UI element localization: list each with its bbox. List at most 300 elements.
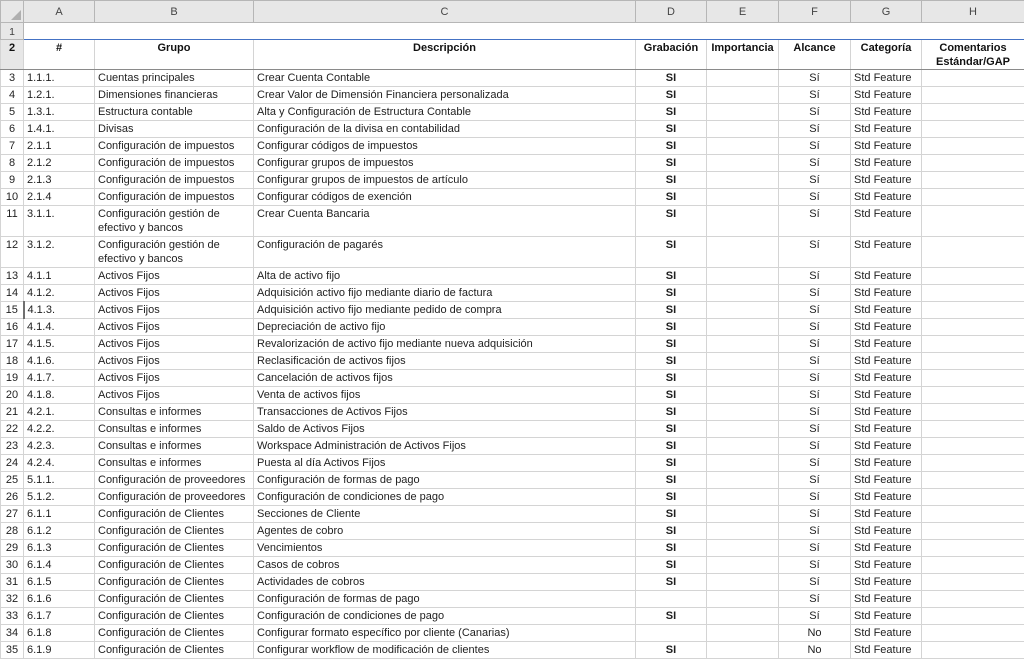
cell-D13[interactable]: SI (636, 268, 707, 285)
cell-B6[interactable]: Divisas (95, 121, 254, 138)
cell-E20[interactable] (707, 387, 779, 404)
cell-B24[interactable]: Consultas e informes (95, 455, 254, 472)
cell-D9[interactable]: SI (636, 172, 707, 189)
cell-A16[interactable]: 4.1.4. (24, 319, 95, 336)
cell-G5[interactable]: Std Feature (851, 104, 922, 121)
cell-E13[interactable] (707, 268, 779, 285)
cell-A22[interactable]: 4.2.2. (24, 421, 95, 438)
cell-F12[interactable]: Sí (779, 237, 851, 268)
cell-H16[interactable] (922, 319, 1024, 336)
cell-D35[interactable]: SI (636, 642, 707, 659)
cell-B35[interactable]: Configuración de Clientes (95, 642, 254, 659)
row-number-24[interactable]: 24 (1, 455, 24, 472)
cell-D23[interactable]: SI (636, 438, 707, 455)
row-number-15[interactable]: 15 (1, 302, 24, 319)
cell-B3[interactable]: Cuentas principales (95, 70, 254, 87)
cell-A26[interactable]: 5.1.2. (24, 489, 95, 506)
cell-B26[interactable]: Configuración de proveedores (95, 489, 254, 506)
cell-G31[interactable]: Std Feature (851, 574, 922, 591)
cell-E15[interactable] (707, 302, 779, 319)
cell-G15[interactable]: Std Feature (851, 302, 922, 319)
cell-H13[interactable] (922, 268, 1024, 285)
cell-F7[interactable]: Sí (779, 138, 851, 155)
cell-A6[interactable]: 1.4.1. (24, 121, 95, 138)
row-number-2[interactable]: 2 (1, 40, 24, 70)
cell-D20[interactable]: SI (636, 387, 707, 404)
cell-C21[interactable]: Transacciones de Activos Fijos (254, 404, 636, 421)
cell-E31[interactable] (707, 574, 779, 591)
cell-B32[interactable]: Configuración de Clientes (95, 591, 254, 608)
row-number-17[interactable]: 17 (1, 336, 24, 353)
row-number-18[interactable]: 18 (1, 353, 24, 370)
cell-H28[interactable] (922, 523, 1024, 540)
cell-C25[interactable]: Configuración de formas de pago (254, 472, 636, 489)
cell-F11[interactable]: Sí (779, 206, 851, 237)
header-num[interactable]: # (24, 40, 95, 70)
cell-D33[interactable]: SI (636, 608, 707, 625)
cell-B27[interactable]: Configuración de Clientes (95, 506, 254, 523)
cell-B11[interactable]: Configuración gestión de efectivo y bancos (95, 206, 254, 237)
row-number-3[interactable]: 3 (1, 70, 24, 87)
row-number-12[interactable]: 12 (1, 237, 24, 268)
cell-B9[interactable]: Configuración de impuestos (95, 172, 254, 189)
cell-A21[interactable]: 4.2.1. (24, 404, 95, 421)
cell-C4[interactable]: Crear Valor de Dimensión Financiera personalizada (254, 87, 636, 104)
cell-E17[interactable] (707, 336, 779, 353)
cell-A7[interactable]: 2.1.1 (24, 138, 95, 155)
column-header-a[interactable]: A (24, 1, 95, 23)
cell-C28[interactable]: Agentes de cobro (254, 523, 636, 540)
row-number-9[interactable]: 9 (1, 172, 24, 189)
cell-H29[interactable] (922, 540, 1024, 557)
select-all-button[interactable] (1, 1, 24, 23)
cell-C9[interactable]: Configurar grupos de impuestos de artículo (254, 172, 636, 189)
row-number-26[interactable]: 26 (1, 489, 24, 506)
column-header-h[interactable]: H (922, 1, 1024, 23)
cell-G14[interactable]: Std Feature (851, 285, 922, 302)
cell-H6[interactable] (922, 121, 1024, 138)
cell-B29[interactable]: Configuración de Clientes (95, 540, 254, 557)
cell-H7[interactable] (922, 138, 1024, 155)
cell-C5[interactable]: Alta y Configuración de Estructura Contable (254, 104, 636, 121)
cell-E29[interactable] (707, 540, 779, 557)
cell-E5[interactable] (707, 104, 779, 121)
cell-G25[interactable]: Std Feature (851, 472, 922, 489)
cell-H34[interactable] (922, 625, 1024, 642)
header-grupo[interactable]: Grupo (95, 40, 254, 70)
cell-D6[interactable]: SI (636, 121, 707, 138)
cell-A31[interactable]: 6.1.5 (24, 574, 95, 591)
cell-C17[interactable]: Revalorización de activo fijo mediante nueva adquisición (254, 336, 636, 353)
cell-F9[interactable]: Sí (779, 172, 851, 189)
cell-G16[interactable]: Std Feature (851, 319, 922, 336)
cell-B34[interactable]: Configuración de Clientes (95, 625, 254, 642)
cell-G29[interactable]: Std Feature (851, 540, 922, 557)
cell-E21[interactable] (707, 404, 779, 421)
cell-G10[interactable]: Std Feature (851, 189, 922, 206)
cell-C27[interactable]: Secciones de Cliente (254, 506, 636, 523)
cell-G24[interactable]: Std Feature (851, 455, 922, 472)
cell-C10[interactable]: Configurar códigos de exención (254, 189, 636, 206)
cell-H18[interactable] (922, 353, 1024, 370)
cell-D17[interactable]: SI (636, 336, 707, 353)
cell-B8[interactable]: Configuración de impuestos (95, 155, 254, 172)
cell-E26[interactable] (707, 489, 779, 506)
cell-A30[interactable]: 6.1.4 (24, 557, 95, 574)
cell-E9[interactable] (707, 172, 779, 189)
cell-B31[interactable]: Configuración de Clientes (95, 574, 254, 591)
cell-C12[interactable]: Configuración de pagarés (254, 237, 636, 268)
cell-B30[interactable]: Configuración de Clientes (95, 557, 254, 574)
cell-E27[interactable] (707, 506, 779, 523)
cell-C19[interactable]: Cancelación de activos fijos (254, 370, 636, 387)
cell-H32[interactable] (922, 591, 1024, 608)
cell-G32[interactable]: Std Feature (851, 591, 922, 608)
cell-B17[interactable]: Activos Fijos (95, 336, 254, 353)
cell-H22[interactable] (922, 421, 1024, 438)
cell-B16[interactable]: Activos Fijos (95, 319, 254, 336)
cell-H9[interactable] (922, 172, 1024, 189)
cell-G7[interactable]: Std Feature (851, 138, 922, 155)
cell-B14[interactable]: Activos Fijos (95, 285, 254, 302)
cell-F29[interactable]: Sí (779, 540, 851, 557)
cell-C22[interactable]: Saldo de Activos Fijos (254, 421, 636, 438)
cell-F6[interactable]: Sí (779, 121, 851, 138)
cell-A12[interactable]: 3.1.2. (24, 237, 95, 268)
cell-C18[interactable]: Reclasificación de activos fijos (254, 353, 636, 370)
cell-D21[interactable]: SI (636, 404, 707, 421)
cell-G3[interactable]: Std Feature (851, 70, 922, 87)
cell-B23[interactable]: Consultas e informes (95, 438, 254, 455)
cell-C14[interactable]: Adquisición activo fijo mediante diario de factura (254, 285, 636, 302)
row-number-11[interactable]: 11 (1, 206, 24, 237)
cell-D22[interactable]: SI (636, 421, 707, 438)
cell-D16[interactable]: SI (636, 319, 707, 336)
cell-H11[interactable] (922, 206, 1024, 237)
sheet-title-cell[interactable] (24, 23, 1024, 40)
cell-H23[interactable] (922, 438, 1024, 455)
row-number-30[interactable]: 30 (1, 557, 24, 574)
cell-D18[interactable]: SI (636, 353, 707, 370)
cell-D4[interactable]: SI (636, 87, 707, 104)
row-number-28[interactable]: 28 (1, 523, 24, 540)
row-number-8[interactable]: 8 (1, 155, 24, 172)
row-number-14[interactable]: 14 (1, 285, 24, 302)
cell-G23[interactable]: Std Feature (851, 438, 922, 455)
cell-C3[interactable]: Crear Cuenta Contable (254, 70, 636, 87)
cell-H31[interactable] (922, 574, 1024, 591)
cell-G26[interactable]: Std Feature (851, 489, 922, 506)
cell-H30[interactable] (922, 557, 1024, 574)
cell-G22[interactable]: Std Feature (851, 421, 922, 438)
cell-H21[interactable] (922, 404, 1024, 421)
cell-A23[interactable]: 4.2.3. (24, 438, 95, 455)
cell-F19[interactable]: Sí (779, 370, 851, 387)
cell-A28[interactable]: 6.1.2 (24, 523, 95, 540)
row-number-4[interactable]: 4 (1, 87, 24, 104)
cell-F33[interactable]: Sí (779, 608, 851, 625)
cell-A5[interactable]: 1.3.1. (24, 104, 95, 121)
row-number-20[interactable]: 20 (1, 387, 24, 404)
cell-B33[interactable]: Configuración de Clientes (95, 608, 254, 625)
cell-E6[interactable] (707, 121, 779, 138)
cell-E4[interactable] (707, 87, 779, 104)
cell-B18[interactable]: Activos Fijos (95, 353, 254, 370)
cell-B15[interactable]: Activos Fijos (95, 302, 254, 319)
cell-D32[interactable] (636, 591, 707, 608)
cell-A18[interactable]: 4.1.6. (24, 353, 95, 370)
cell-G6[interactable]: Std Feature (851, 121, 922, 138)
cell-F13[interactable]: Sí (779, 268, 851, 285)
cell-A3[interactable]: 1.1.1. (24, 70, 95, 87)
row-number-23[interactable]: 23 (1, 438, 24, 455)
row-number-22[interactable]: 22 (1, 421, 24, 438)
cell-H3[interactable] (922, 70, 1024, 87)
cell-C31[interactable]: Actividades de cobros (254, 574, 636, 591)
cell-E28[interactable] (707, 523, 779, 540)
cell-G19[interactable]: Std Feature (851, 370, 922, 387)
cell-A24[interactable]: 4.2.4. (24, 455, 95, 472)
cell-G27[interactable]: Std Feature (851, 506, 922, 523)
cell-H24[interactable] (922, 455, 1024, 472)
cell-C26[interactable]: Configuración de condiciones de pago (254, 489, 636, 506)
cell-B12[interactable]: Configuración gestión de efectivo y bancos (95, 237, 254, 268)
cell-G13[interactable]: Std Feature (851, 268, 922, 285)
cell-F32[interactable]: Sí (779, 591, 851, 608)
row-number-27[interactable]: 27 (1, 506, 24, 523)
cell-B20[interactable]: Activos Fijos (95, 387, 254, 404)
cell-D28[interactable]: SI (636, 523, 707, 540)
cell-F3[interactable]: Sí (779, 70, 851, 87)
cell-A9[interactable]: 2.1.3 (24, 172, 95, 189)
header-comentarios[interactable]: Comentarios Estándar/GAP (922, 40, 1024, 70)
cell-G12[interactable]: Std Feature (851, 237, 922, 268)
row-number-16[interactable]: 16 (1, 319, 24, 336)
cell-H15[interactable] (922, 302, 1024, 319)
cell-E16[interactable] (707, 319, 779, 336)
cell-A27[interactable]: 6.1.1 (24, 506, 95, 523)
cell-G34[interactable]: Std Feature (851, 625, 922, 642)
cell-F24[interactable]: Sí (779, 455, 851, 472)
cell-F5[interactable]: Sí (779, 104, 851, 121)
column-header-g[interactable]: G (851, 1, 922, 23)
cell-C32[interactable]: Configuración de formas de pago (254, 591, 636, 608)
cell-F27[interactable]: Sí (779, 506, 851, 523)
header-categoria[interactable]: Categoría (851, 40, 922, 70)
cell-E12[interactable] (707, 237, 779, 268)
cell-G28[interactable]: Std Feature (851, 523, 922, 540)
cell-D30[interactable]: SI (636, 557, 707, 574)
row-number-10[interactable]: 10 (1, 189, 24, 206)
cell-B5[interactable]: Estructura contable (95, 104, 254, 121)
cell-G21[interactable]: Std Feature (851, 404, 922, 421)
cell-H12[interactable] (922, 237, 1024, 268)
cell-D34[interactable] (636, 625, 707, 642)
header-grabacion[interactable]: Grabación (636, 40, 707, 70)
cell-H17[interactable] (922, 336, 1024, 353)
cell-F25[interactable]: Sí (779, 472, 851, 489)
cell-H8[interactable] (922, 155, 1024, 172)
row-number-21[interactable]: 21 (1, 404, 24, 421)
cell-D15[interactable]: SI (636, 302, 707, 319)
cell-A15[interactable]: 4.1.3. (24, 302, 95, 319)
row-number-19[interactable]: 19 (1, 370, 24, 387)
cell-E33[interactable] (707, 608, 779, 625)
cell-F10[interactable]: Sí (779, 189, 851, 206)
cell-H10[interactable] (922, 189, 1024, 206)
cell-H26[interactable] (922, 489, 1024, 506)
row-number-6[interactable]: 6 (1, 121, 24, 138)
row-number-13[interactable]: 13 (1, 268, 24, 285)
row-number-29[interactable]: 29 (1, 540, 24, 557)
cell-C30[interactable]: Casos de cobros (254, 557, 636, 574)
cell-D25[interactable]: SI (636, 472, 707, 489)
column-header-f[interactable]: F (779, 1, 851, 23)
cell-H20[interactable] (922, 387, 1024, 404)
cell-C20[interactable]: Venta de activos fijos (254, 387, 636, 404)
row-number-33[interactable]: 33 (1, 608, 24, 625)
cell-H35[interactable] (922, 642, 1024, 659)
cell-F21[interactable]: Sí (779, 404, 851, 421)
cell-C15[interactable]: Adquisición activo fijo mediante pedido de compra (254, 302, 636, 319)
cell-F26[interactable]: Sí (779, 489, 851, 506)
cell-F28[interactable]: Sí (779, 523, 851, 540)
cell-G20[interactable]: Std Feature (851, 387, 922, 404)
cell-G35[interactable]: Std Feature (851, 642, 922, 659)
cell-D11[interactable]: SI (636, 206, 707, 237)
cell-G8[interactable]: Std Feature (851, 155, 922, 172)
header-importancia[interactable]: Importancia (707, 40, 779, 70)
cell-E10[interactable] (707, 189, 779, 206)
column-header-d[interactable]: D (636, 1, 707, 23)
cell-F4[interactable]: Sí (779, 87, 851, 104)
cell-G11[interactable]: Std Feature (851, 206, 922, 237)
column-header-e[interactable]: E (707, 1, 779, 23)
cell-F8[interactable]: Sí (779, 155, 851, 172)
cell-H4[interactable] (922, 87, 1024, 104)
row-number-31[interactable]: 31 (1, 574, 24, 591)
cell-G30[interactable]: Std Feature (851, 557, 922, 574)
row-number-35[interactable]: 35 (1, 642, 24, 659)
cell-E25[interactable] (707, 472, 779, 489)
cell-E7[interactable] (707, 138, 779, 155)
row-number-25[interactable]: 25 (1, 472, 24, 489)
cell-H27[interactable] (922, 506, 1024, 523)
cell-A20[interactable]: 4.1.8. (24, 387, 95, 404)
cell-A14[interactable]: 4.1.2. (24, 285, 95, 302)
row-number-1[interactable]: 1 (1, 23, 24, 40)
cell-G33[interactable]: Std Feature (851, 608, 922, 625)
cell-E3[interactable] (707, 70, 779, 87)
cell-C23[interactable]: Workspace Administración de Activos Fijos (254, 438, 636, 455)
cell-D7[interactable]: SI (636, 138, 707, 155)
cell-F18[interactable]: Sí (779, 353, 851, 370)
cell-E24[interactable] (707, 455, 779, 472)
cell-H14[interactable] (922, 285, 1024, 302)
cell-A10[interactable]: 2.1.4 (24, 189, 95, 206)
row-number-32[interactable]: 32 (1, 591, 24, 608)
cell-D3[interactable]: SI (636, 70, 707, 87)
cell-B19[interactable]: Activos Fijos (95, 370, 254, 387)
cell-D5[interactable]: SI (636, 104, 707, 121)
cell-A19[interactable]: 4.1.7. (24, 370, 95, 387)
cell-B13[interactable]: Activos Fijos (95, 268, 254, 285)
cell-C8[interactable]: Configurar grupos de impuestos (254, 155, 636, 172)
cell-A32[interactable]: 6.1.6 (24, 591, 95, 608)
cell-G17[interactable]: Std Feature (851, 336, 922, 353)
cell-C35[interactable]: Configurar workflow de modificación de clientes (254, 642, 636, 659)
cell-E8[interactable] (707, 155, 779, 172)
cell-D14[interactable]: SI (636, 285, 707, 302)
cell-C7[interactable]: Configurar códigos de impuestos (254, 138, 636, 155)
cell-C6[interactable]: Configuración de la divisa en contabilidad (254, 121, 636, 138)
cell-A35[interactable]: 6.1.9 (24, 642, 95, 659)
column-header-c[interactable]: C (254, 1, 636, 23)
cell-F17[interactable]: Sí (779, 336, 851, 353)
cell-F35[interactable]: No (779, 642, 851, 659)
cell-B21[interactable]: Consultas e informes (95, 404, 254, 421)
row-number-7[interactable]: 7 (1, 138, 24, 155)
cell-G18[interactable]: Std Feature (851, 353, 922, 370)
cell-C13[interactable]: Alta de activo fijo (254, 268, 636, 285)
cell-C29[interactable]: Vencimientos (254, 540, 636, 557)
cell-F15[interactable]: Sí (779, 302, 851, 319)
cell-B28[interactable]: Configuración de Clientes (95, 523, 254, 540)
cell-F31[interactable]: Sí (779, 574, 851, 591)
cell-A17[interactable]: 4.1.5. (24, 336, 95, 353)
cell-E23[interactable] (707, 438, 779, 455)
cell-D26[interactable]: SI (636, 489, 707, 506)
cell-F30[interactable]: Sí (779, 557, 851, 574)
cell-D12[interactable]: SI (636, 237, 707, 268)
cell-E35[interactable] (707, 642, 779, 659)
cell-A34[interactable]: 6.1.8 (24, 625, 95, 642)
cell-D8[interactable]: SI (636, 155, 707, 172)
cell-D24[interactable]: SI (636, 455, 707, 472)
cell-H5[interactable] (922, 104, 1024, 121)
column-header-b[interactable]: B (95, 1, 254, 23)
cell-B7[interactable]: Configuración de impuestos (95, 138, 254, 155)
cell-C33[interactable]: Configuración de condiciones de pago (254, 608, 636, 625)
row-number-5[interactable]: 5 (1, 104, 24, 121)
cell-C24[interactable]: Puesta al día Activos Fijos (254, 455, 636, 472)
cell-C34[interactable]: Configurar formato específico por cliente (Canarias) (254, 625, 636, 642)
cell-A8[interactable]: 2.1.2 (24, 155, 95, 172)
cell-B22[interactable]: Consultas e informes (95, 421, 254, 438)
cell-G9[interactable]: Std Feature (851, 172, 922, 189)
row-number-34[interactable]: 34 (1, 625, 24, 642)
cell-F14[interactable]: Sí (779, 285, 851, 302)
cell-A29[interactable]: 6.1.3 (24, 540, 95, 557)
cell-E30[interactable] (707, 557, 779, 574)
cell-H33[interactable] (922, 608, 1024, 625)
cell-E19[interactable] (707, 370, 779, 387)
cell-A25[interactable]: 5.1.1. (24, 472, 95, 489)
cell-A4[interactable]: 1.2.1. (24, 87, 95, 104)
cell-A11[interactable]: 3.1.1. (24, 206, 95, 237)
cell-E34[interactable] (707, 625, 779, 642)
cell-D31[interactable]: SI (636, 574, 707, 591)
cell-B4[interactable]: Dimensiones financieras (95, 87, 254, 104)
cell-E18[interactable] (707, 353, 779, 370)
cell-A33[interactable]: 6.1.7 (24, 608, 95, 625)
header-alcance[interactable]: Alcance (779, 40, 851, 70)
cell-E32[interactable] (707, 591, 779, 608)
cell-C11[interactable]: Crear Cuenta Bancaria (254, 206, 636, 237)
cell-F23[interactable]: Sí (779, 438, 851, 455)
cell-D19[interactable]: SI (636, 370, 707, 387)
cell-E11[interactable] (707, 206, 779, 237)
